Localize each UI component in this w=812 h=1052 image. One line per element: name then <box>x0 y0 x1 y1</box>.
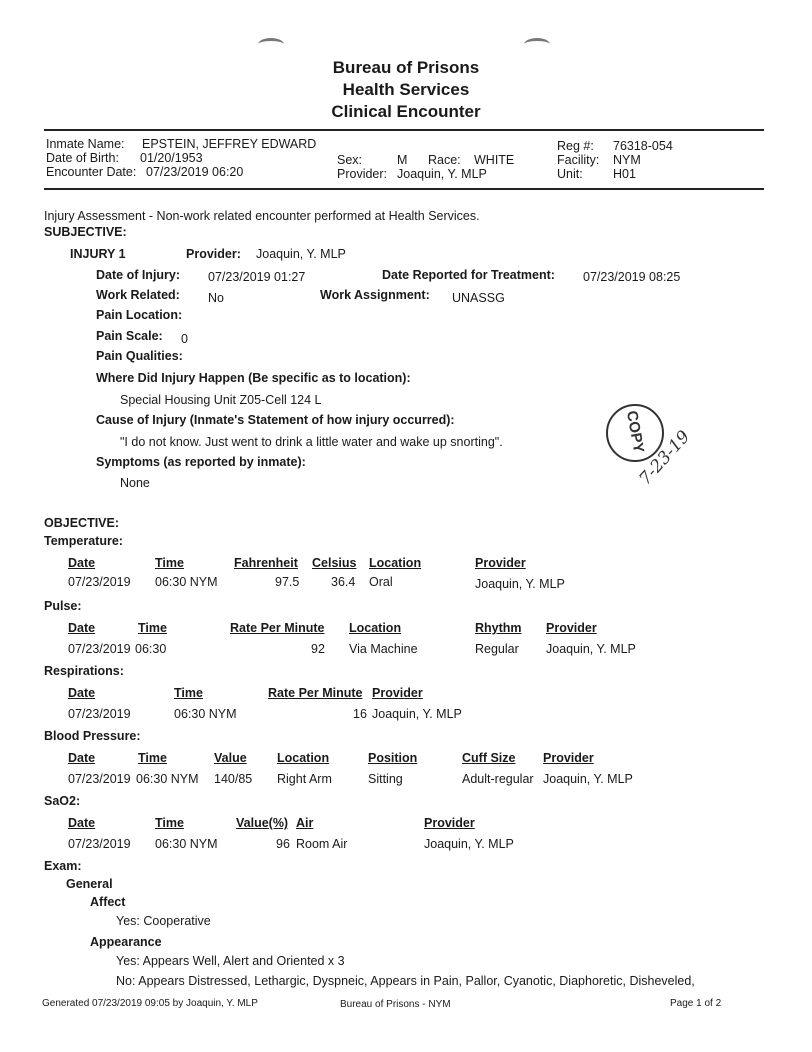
header-line-3: Clinical Encounter <box>331 102 481 121</box>
work-related-label: Work Related: <box>96 288 180 302</box>
symptoms-label: Symptoms (as reported by inmate): <box>96 455 306 469</box>
pulse-rhythm: Regular <box>475 642 519 656</box>
sex: M <box>397 153 408 167</box>
pulse-col-provider: Provider <box>546 621 597 635</box>
sao2-value: 96 <box>276 837 290 851</box>
bp-col-provider: Provider <box>543 751 594 765</box>
bp-provider: Joaquin, Y. MLP <box>543 772 633 786</box>
objective-heading: OBJECTIVE: <box>44 516 120 530</box>
exam-appearance-yes: Yes: Appears Well, Alert and Oriented x 3 <box>116 954 345 968</box>
bp-col-date: Date <box>68 751 96 765</box>
respirations-heading: Respirations: <box>44 664 124 678</box>
cause-label: Cause of Injury (Inmate's Statement of how injury occurred): <box>96 413 455 427</box>
sao2-air: Room Air <box>296 837 348 851</box>
provider-label: Provider: <box>337 167 388 181</box>
injury-provider: Joaquin, Y. MLP <box>256 247 346 261</box>
bp-date: 07/23/2019 <box>68 772 131 786</box>
bp-time: 06:30 NYM <box>136 772 199 786</box>
work-assignment-label: Work Assignment: <box>320 288 430 302</box>
date-injury: 07/23/2019 01:27 <box>208 270 306 284</box>
encounter-label: Encounter Date: <box>46 165 137 179</box>
exam-heading: Exam: <box>44 859 82 873</box>
temp-provider: Joaquin, Y. MLP <box>475 577 565 591</box>
date-reported: 07/23/2019 08:25 <box>583 270 681 284</box>
injury-label: INJURY 1 <box>70 247 126 261</box>
pulse-rate: 92 <box>311 642 325 656</box>
resp-col-provider: Provider <box>372 686 423 700</box>
race-label: Race: <box>428 153 461 167</box>
handwritten-date: 7-23-19 <box>635 426 695 490</box>
temp-fahrenheit: 97.5 <box>275 575 300 589</box>
bp-heading: Blood Pressure: <box>44 729 141 743</box>
pulse-col-rhythm: Rhythm <box>475 621 522 635</box>
exam-affect-yes: Yes: Cooperative <box>116 914 211 928</box>
bp-position: Sitting <box>368 772 403 786</box>
unit-label: Unit: <box>557 167 583 181</box>
symptoms-value: None <box>120 476 150 490</box>
where-value: Special Housing Unit Z05-Cell 124 L <box>120 393 322 407</box>
pain-scale-label: Pain Scale: <box>96 329 163 343</box>
inmate-name-label: Inmate Name: <box>46 137 125 151</box>
where-label: Where Did Injury Happen (Be specific as to location): <box>96 371 411 385</box>
temp-date: 07/23/2019 <box>68 575 131 589</box>
injury-provider-label: Provider: <box>186 247 241 261</box>
pulse-col-time: Time <box>138 621 167 635</box>
date-injury-label: Date of Injury: <box>96 268 181 282</box>
temp-col-date: Date <box>68 556 96 570</box>
encounter: 07/23/2019 06:20 <box>146 165 244 179</box>
reg-label: Reg #: <box>557 139 594 153</box>
bp-col-time: Time <box>138 751 167 765</box>
resp-rate: 16 <box>353 707 367 721</box>
header-rule-top <box>44 129 764 131</box>
temp-col-location: Location <box>369 556 422 570</box>
header-line-2: Health Services <box>342 80 470 99</box>
footer-page: Page 1 of 2 <box>670 998 722 1009</box>
unit: H01 <box>613 167 636 181</box>
bp-value: 140/85 <box>214 772 253 786</box>
pain-scale: 0 <box>181 332 188 346</box>
pulse-col-location: Location <box>349 621 402 635</box>
work-assignment: UNASSG <box>452 291 505 305</box>
exam-appearance: Appearance <box>90 935 162 949</box>
dob: 01/20/1953 <box>140 151 203 165</box>
dob-label: Date of Birth: <box>46 151 119 165</box>
exam-appearance-no: No: Appears Distressed, Lethargic, Dyspneic, Appears in Pain, Pallor, Cyanotic, Diaphoretic, Disheveled, <box>116 974 695 988</box>
sao2-col-provider: Provider <box>424 816 475 830</box>
bp-location: Right Arm <box>277 772 332 786</box>
resp-col-rate: Rate Per Minute <box>268 686 363 700</box>
resp-provider: Joaquin, Y. MLP <box>372 707 462 721</box>
temp-col-time: Time <box>155 556 184 570</box>
pulse-location: Via Machine <box>349 642 418 656</box>
exam-general: General <box>66 877 113 891</box>
bp-cuff: Adult-regular <box>462 772 534 786</box>
resp-col-time: Time <box>174 686 203 700</box>
provider: Joaquin, Y. MLP <box>397 167 487 181</box>
sao2-col-value: Value(%) <box>236 816 289 830</box>
pain-location-label: Pain Location: <box>96 308 183 322</box>
facility: NYM <box>613 153 641 167</box>
temp-col-fahrenheit: Fahrenheit <box>234 556 298 570</box>
pain-qualities-label: Pain Qualities: <box>96 349 183 363</box>
facility-label: Facility: <box>557 153 600 167</box>
pulse-time: 06:30 <box>135 642 167 656</box>
punch-hole-right <box>524 38 550 51</box>
race: WHITE <box>474 153 515 167</box>
footer-generated: Generated 07/23/2019 09:05 by Joaquin, Y. MLP <box>42 998 258 1009</box>
header-line-1: Bureau of Prisons <box>332 58 480 77</box>
pulse-col-date: Date <box>68 621 96 635</box>
copy-stamp-text: COPY <box>622 409 648 455</box>
bp-col-location: Location <box>277 751 330 765</box>
punch-hole-left <box>258 38 284 51</box>
sao2-date: 07/23/2019 <box>68 837 131 851</box>
reg: 76318-054 <box>613 139 673 153</box>
sao2-time: 06:30 NYM <box>155 837 218 851</box>
temperature-heading: Temperature: <box>44 534 123 548</box>
resp-date: 07/23/2019 <box>68 707 131 721</box>
resp-time: 06:30 NYM <box>174 707 237 721</box>
pulse-date: 07/23/2019 <box>68 642 131 656</box>
temp-col-celsius: Celsius <box>312 556 357 570</box>
work-related: No <box>208 291 224 305</box>
temp-location: Oral <box>369 575 393 589</box>
sao2-col-date: Date <box>68 816 96 830</box>
subjective-heading: SUBJECTIVE: <box>44 225 127 239</box>
bp-col-position: Position <box>368 751 418 765</box>
date-reported-label: Date Reported for Treatment: <box>382 268 555 282</box>
pulse-heading: Pulse: <box>44 599 82 613</box>
exam-affect: Affect <box>90 895 126 909</box>
inmate-name: EPSTEIN, JEFFREY EDWARD <box>142 137 317 151</box>
header-rule-bottom <box>44 188 764 190</box>
intro-text: Injury Assessment - Non-work related encounter performed at Health Services. <box>44 209 480 223</box>
pulse-provider: Joaquin, Y. MLP <box>546 642 636 656</box>
temp-time: 06:30 NYM <box>155 575 218 589</box>
sao2-col-air: Air <box>296 816 314 830</box>
pulse-col-rate: Rate Per Minute <box>230 621 325 635</box>
sex-label: Sex: <box>337 153 363 167</box>
sao2-heading: SaO2: <box>44 794 81 808</box>
sao2-col-time: Time <box>155 816 184 830</box>
resp-col-date: Date <box>68 686 96 700</box>
bp-col-cuff: Cuff Size <box>462 751 516 765</box>
cause-value: "I do not know. Just went to drink a little water and wake up snorting". <box>120 435 503 449</box>
footer-center: Bureau of Prisons - NYM <box>340 999 451 1010</box>
sao2-provider: Joaquin, Y. MLP <box>424 837 514 851</box>
temp-col-provider: Provider <box>475 556 526 570</box>
bp-col-value: Value <box>214 751 247 765</box>
temp-celsius: 36.4 <box>331 575 356 589</box>
